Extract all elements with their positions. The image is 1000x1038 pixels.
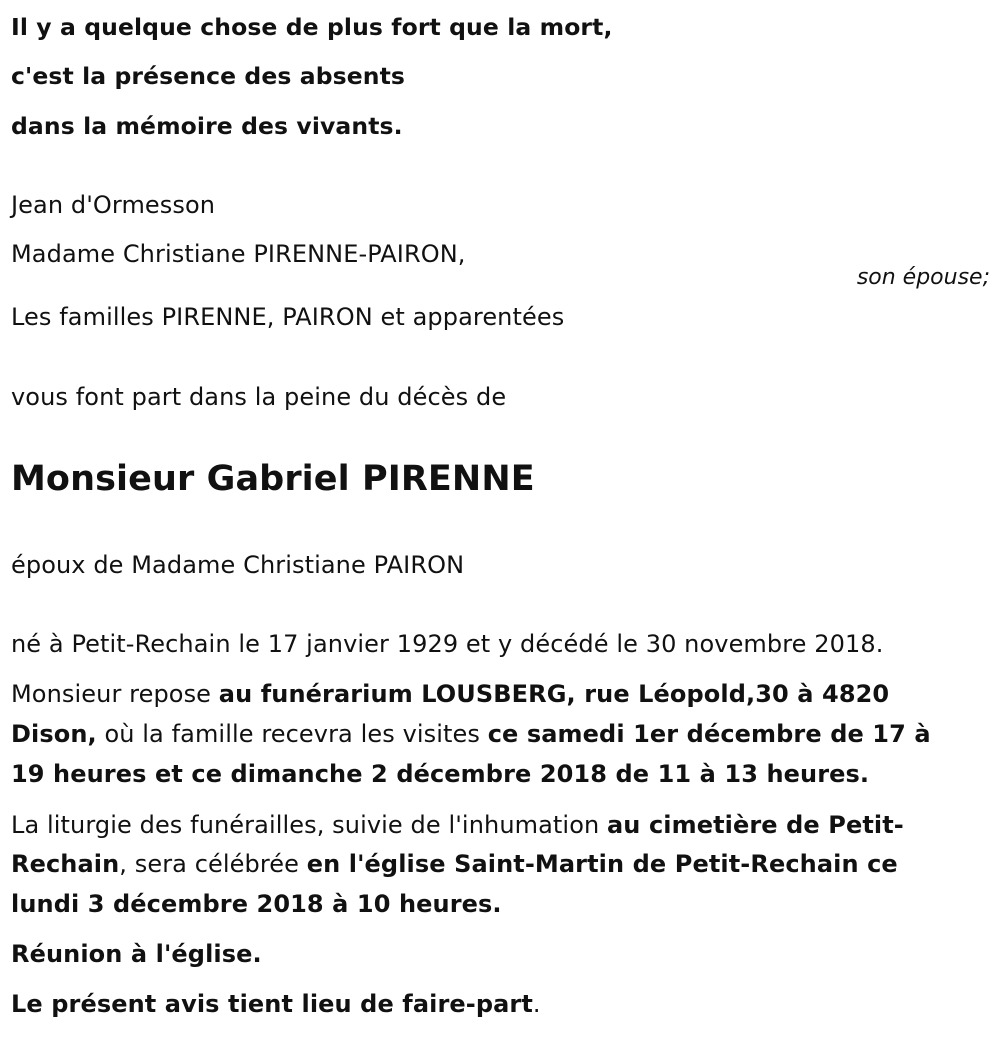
deceased-name: Monsieur Gabriel PIRENNE <box>11 459 535 499</box>
liturgy-line-1-text: La liturgie des funérailles, suivie de l'inhumation <box>11 811 608 839</box>
birth-death-line: né à Petit-Rechain le 17 janvier 1929 et y décédé le 30 novembre 2018. <box>11 630 884 658</box>
quote-line-1: Il y a quelque chose de plus fort que la mort, <box>11 13 613 41</box>
spouse-of-line: époux de Madame Christiane PAIRON <box>11 551 465 579</box>
rest-line-1-text: Monsieur repose <box>11 680 219 708</box>
meeting-line: Réunion à l'église. <box>11 940 262 968</box>
liturgy-line-2 <box>11 849 898 879</box>
notice-line <box>11 989 541 1019</box>
notice-text: Le présent avis tient lieu de faire-part <box>11 990 533 1018</box>
cemetery-end: Rechain <box>11 850 120 878</box>
spouse-role: son épouse; <box>856 265 990 290</box>
liturgy-line-2-text: , sera célébrée <box>119 850 307 878</box>
city-name: Dison, <box>11 720 97 748</box>
families-line: Les familles PIRENNE, PAIRON et apparentées <box>11 303 565 331</box>
notice-period: . <box>532 990 541 1018</box>
visiting-hours-end: 19 heures et ce dimanche 2 décembre 2018 de 11 à 13 heures. <box>11 760 870 788</box>
rest-line-1 <box>11 679 889 709</box>
liturgy-line-1 <box>11 810 904 840</box>
visiting-hours-start: ce samedi 1er décembre de 17 à <box>487 720 931 748</box>
quote-line-2: c'est la présence des absents <box>11 62 406 90</box>
church-name: en l'église Saint-Martin de Petit-Rechain ce <box>306 850 898 878</box>
quote-line-3: dans la mémoire des vivants. <box>11 112 403 140</box>
cemetery-start: au cimetière de Petit- <box>607 811 904 839</box>
spouse-line: Madame Christiane PIRENNE-PAIRON, <box>11 240 466 268</box>
rest-line-2 <box>11 719 931 749</box>
funeral-home-address: au funérarium LOUSBERG, rue Léopold,30 à 4820 <box>218 680 890 708</box>
liturgy-date: lundi 3 décembre 2018 à 10 heures. <box>11 890 502 918</box>
rest-line-2-text: où la famille recevra les visites <box>96 720 488 748</box>
quote-author: Jean d'Ormesson <box>11 191 216 219</box>
announcement-line: vous font part dans la peine du décès de <box>11 383 507 411</box>
